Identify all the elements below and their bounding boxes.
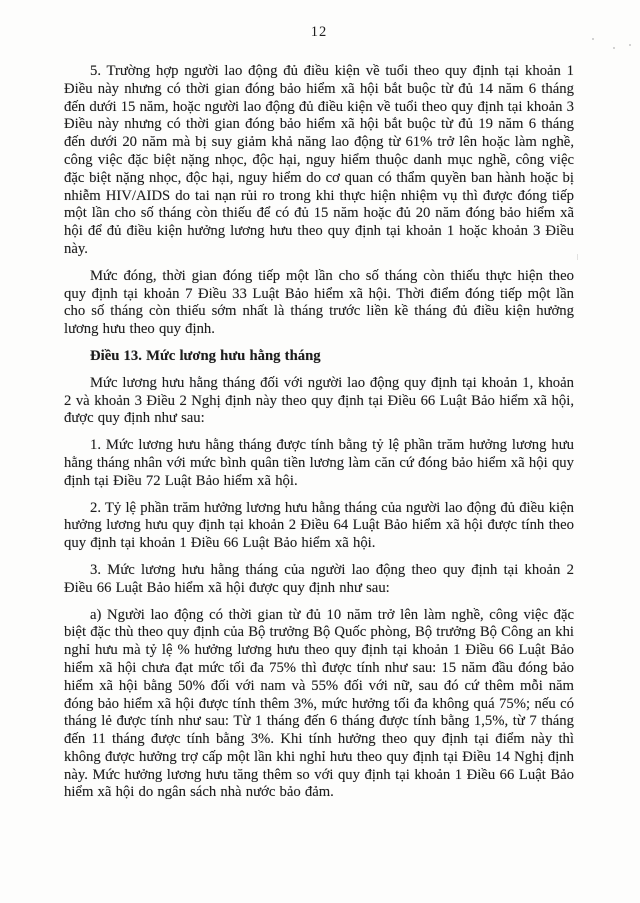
point-a-paragraph: a) Người lao động có thời gian từ đủ 10 năm trở lên làm nghề, công việc đặc biệt đặc thù theo quy định của Bộ trưởng Bộ Quốc phòng, Bộ trưởng Bộ Công an khi nghỉ hưu mà tỷ lệ % hưởng lương hưu theo quy định tại khoản 1 Điều 66 Luật Bảo hiểm xã hội chưa đạt mức tối đa 75% thì được tính như sau: 15 năm đầu đóng bảo hiểm xã hội bằng 50% đối với nam và 55% đối với nữ, sau đó cứ thêm mỗi năm đóng bảo hiểm xã hội được tính thêm 3%, mức hưởng tối đa không quá 75%; nếu có tháng lẻ được tính như sau: Từ 1 tháng đến 6 tháng được tính bằng 1,5%, từ 7 tháng đến 11 tháng được tính bằng 3%. Khi tính hưởng theo quy định tại điểm này thì không được hưởng trợ cấp một lần khi nghỉ hưu theo quy định tại Điều 14 Nghị định này. Mức hưởng lương hưu tăng thêm so với quy định tại khoản 1 Điều 66 Luật Bảo hiểm xã hội do ngân sách nhà nước bảo đảm.: [64, 606, 574, 801]
scan-artifact-dot: [629, 44, 631, 46]
scan-artifact-mark: [577, 254, 578, 260]
clause-1-paragraph: 1. Mức lương hưu hằng tháng được tính bằng tỷ lệ phần trăm hưởng lương hưu hằng tháng nhân với mức bình quân tiền lương làm căn cứ đóng bảo hiểm xã hội quy định tại Điều 72 Luật Bảo hiểm xã hội.: [64, 437, 574, 489]
scan-artifact-dot: [613, 47, 615, 49]
document-text-block: [64, 63, 574, 811]
clause-3-paragraph: 3. Mức lương hưu hằng tháng của người lao động theo quy định tại khoản 2 Điều 66 Luật Bảo hiểm xã hội được quy định như sau:: [64, 561, 574, 596]
one-time-payment-paragraph: Mức đóng, thời gian đóng tiếp một lần cho số tháng còn thiếu thực hiện theo quy định tại khoản 7 Điều 33 Luật Bảo hiểm xã hội. Thời điểm đóng tiếp một lần cho số tháng còn thiếu sớm nhất là tháng trước liền kề tháng đủ điều kiện hưởng lương hưu theo quy định.: [64, 267, 574, 338]
clause-5-paragraph: 5. Trường hợp người lao động đủ điều kiện về tuổi theo quy định tại khoản 1 Điều này nhưng có thời gian đóng bảo hiểm xã hội bắt buộc từ đủ 14 năm 6 tháng đến dưới 15 năm, hoặc người lao động đủ điều kiện về tuổi theo quy định tại khoản 3 Điều này nhưng có thời gian đóng bảo hiểm xã hội bắt buộc từ đủ 19 năm 6 tháng đến dưới 20 năm mà bị suy giảm khả năng lao động từ 61% trở lên hoặc làm nghề, công việc đặc biệt nặng nhọc, độc hại, nguy hiểm thuộc danh mục nghề, công việc đặc biệt nặng nhọc, độc hại, nguy hiểm do cơ quan có thẩm quyền ban hành hoặc bị nhiễm HIV/AIDS do tai nạn rủi ro trong khi thực hiện nhiệm vụ thì được đóng tiếp một lần cho số tháng còn thiếu để có đủ 15 năm hoặc đủ 20 năm đóng bảo hiểm xã hội để đủ điều kiện hưởng lương hưu theo quy định tại khoản 1 hoặc khoản 3 Điều này.: [64, 63, 574, 257]
page-number: 12: [310, 24, 328, 40]
scan-artifact-dot: [592, 38, 594, 40]
monthly-pension-intro-paragraph: Mức lương hưu hằng tháng đối với người lao động quy định tại khoản 1, khoản 2 và khoản 3 Điều 2 Nghị định này theo quy định tại Điều 66 Luật Bảo hiểm xã hội, được quy định như sau:: [64, 374, 574, 427]
article-13-heading: Điều 13. Mức lương hưu hằng tháng: [90, 347, 321, 364]
clause-2-paragraph: 2. Tỷ lệ phần trăm hưởng lương hưu hằng tháng của người lao động đủ điều kiện hưởng lương hưu quy định tại khoản 2 Điều 64 Luật Bảo hiểm xã hội được tính theo quy định tại khoản 1 Điều 66 Luật Bảo hiểm xã hội.: [64, 499, 574, 552]
